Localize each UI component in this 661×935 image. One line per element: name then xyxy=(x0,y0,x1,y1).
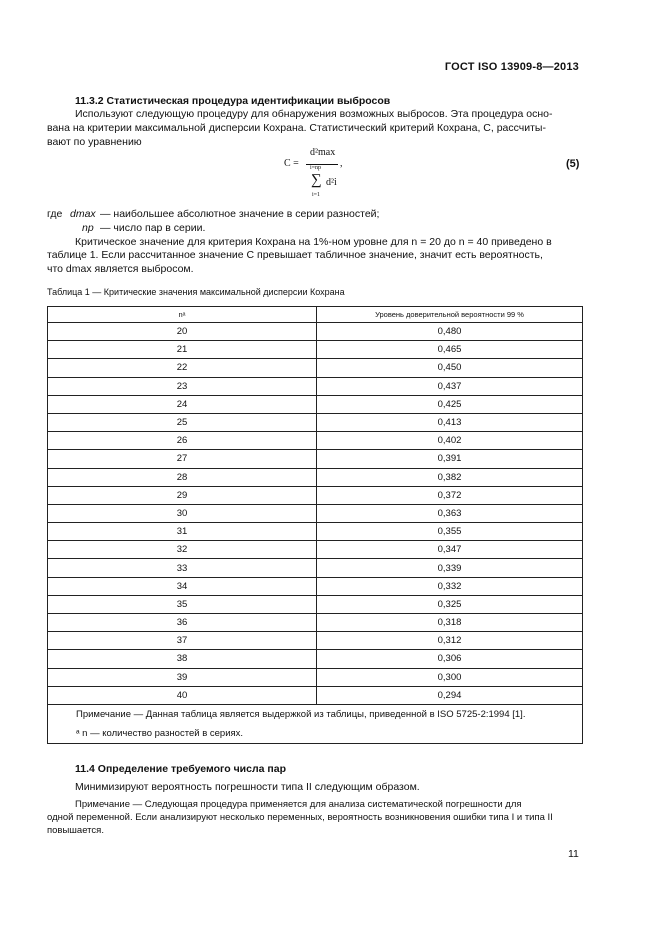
cell-n: 23 xyxy=(48,377,317,395)
cell-n: 27 xyxy=(48,450,317,468)
cell-critical-value: 0,382 xyxy=(317,468,583,486)
section-title-11-3-2: 11.3.2 Статистическая процедура идентификации выбросов xyxy=(75,95,391,107)
sum-upper-limit: i=np xyxy=(310,165,322,171)
cell-critical-value: 0,312 xyxy=(317,632,583,650)
table-row xyxy=(48,650,583,668)
table-row xyxy=(48,595,583,613)
table-row xyxy=(48,323,583,341)
cell-n: 35 xyxy=(48,595,317,613)
cell-critical-value: 0,391 xyxy=(317,450,583,468)
cell-n: 33 xyxy=(48,559,317,577)
paragraph-line: Критическое значение для критерия Кохрана на 1%-ном уровне для n = 20 до n = 40 приведено в xyxy=(75,236,552,248)
document-header: ГОСТ ISO 13909-8—2013 xyxy=(444,61,579,73)
sum-symbol-icon: ∑ xyxy=(311,172,322,188)
where-definition: — число пар в серии. xyxy=(100,222,206,234)
cell-critical-value: 0,332 xyxy=(317,577,583,595)
cell-critical-value: 0,465 xyxy=(317,341,583,359)
cell-critical-value: 0,425 xyxy=(317,395,583,413)
table-row xyxy=(48,486,583,504)
cell-critical-value: 0,294 xyxy=(317,686,583,704)
table-note: Примечание — Данная таблица является выдержкой из таблицы, приведенной в ISO 5725-2:1994 [1]. xyxy=(48,704,583,724)
cell-critical-value: 0,437 xyxy=(317,377,583,395)
cell-n: 31 xyxy=(48,523,317,541)
table-row xyxy=(48,686,583,704)
cell-n: 22 xyxy=(48,359,317,377)
cochran-formula: C = d²max i=np ∑ d²i i=1 , xyxy=(284,147,343,198)
where-symbol-np: np xyxy=(82,222,94,234)
cell-critical-value: 0,306 xyxy=(317,650,583,668)
cell-n: 29 xyxy=(48,486,317,504)
where-label: где xyxy=(47,208,63,220)
table-row xyxy=(48,341,583,359)
cell-n: 24 xyxy=(48,395,317,413)
cell-critical-value: 0,372 xyxy=(317,486,583,504)
cell-critical-value: 0,363 xyxy=(317,504,583,522)
cell-n: 39 xyxy=(48,668,317,686)
table-row xyxy=(48,668,583,686)
table-row xyxy=(48,413,583,431)
table-row xyxy=(48,450,583,468)
cell-critical-value: 0,450 xyxy=(317,359,583,377)
table-footnote: ᵃ n — количество разностей в сериях. xyxy=(48,724,583,744)
equation-number: (5) xyxy=(566,158,580,170)
cell-critical-value: 0,355 xyxy=(317,523,583,541)
where-symbol-dmax: dmax xyxy=(70,208,96,220)
cell-critical-value: 0,413 xyxy=(317,413,583,431)
cell-n: 38 xyxy=(48,650,317,668)
note-line: Примечание — Следующая процедура применяется для анализа систематической погрешности для xyxy=(75,799,522,810)
formula-lhs: C = xyxy=(284,158,299,169)
cell-n: 25 xyxy=(48,413,317,431)
cell-n: 21 xyxy=(48,341,317,359)
table-row xyxy=(48,523,583,541)
paragraph-line: вают по уравнению xyxy=(47,136,142,148)
paragraph-line: Используют следующую процедуру для обнаружения возможных выбросов. Эта процедура осно- xyxy=(75,108,553,120)
cell-critical-value: 0,300 xyxy=(317,668,583,686)
formula-denominator: d²i xyxy=(326,177,337,188)
cochran-table xyxy=(47,306,583,744)
cell-n: 20 xyxy=(48,323,317,341)
table-row xyxy=(48,632,583,650)
table-row xyxy=(48,614,583,632)
note-line: повышается. xyxy=(47,825,104,836)
paragraph-line: Минимизируют вероятность погрешности типа II следующим образом. xyxy=(75,781,420,793)
table-row xyxy=(48,541,583,559)
table-caption: Таблица 1 — Критические значения максимальной дисперсии Кохрана xyxy=(47,287,345,297)
cell-critical-value: 0,347 xyxy=(317,541,583,559)
table-row xyxy=(48,359,583,377)
cell-n: 32 xyxy=(48,541,317,559)
note-line: одной переменной. Если анализируют несколько переменных, вероятность возникновения ошибки типа I и типа II xyxy=(47,812,553,823)
cell-n: 40 xyxy=(48,686,317,704)
table-row xyxy=(48,377,583,395)
cell-critical-value: 0,318 xyxy=(317,614,583,632)
cell-n: 28 xyxy=(48,468,317,486)
cell-critical-value: 0,402 xyxy=(317,432,583,450)
cell-n: 26 xyxy=(48,432,317,450)
page-number: 11 xyxy=(568,848,579,860)
table-row xyxy=(48,577,583,595)
paragraph-line: таблице 1. Если рассчитанное значение С превышает табличное значение, значит есть вероятность, xyxy=(47,249,543,261)
paragraph-line: вана на критерии максимальной дисперсии Кохрана. Статистический критерий Кохрана, С, рассчиты- xyxy=(47,122,546,134)
cell-n: 37 xyxy=(48,632,317,650)
table-row xyxy=(48,432,583,450)
cell-critical-value: 0,325 xyxy=(317,595,583,613)
paragraph-line: что dmax является выбросом. xyxy=(47,263,194,275)
column-header-confidence: Уровень доверительной вероятности 99 % xyxy=(317,307,583,323)
cell-n: 34 xyxy=(48,577,317,595)
table-row xyxy=(48,395,583,413)
sum-lower-limit: i=1 xyxy=(312,192,321,198)
where-definition: — наибольшее абсолютное значение в серии разностей; xyxy=(100,208,380,220)
table-row xyxy=(48,504,583,522)
cell-n: 30 xyxy=(48,504,317,522)
table-row xyxy=(48,468,583,486)
formula-numerator: d²max xyxy=(310,147,336,158)
cell-critical-value: 0,339 xyxy=(317,559,583,577)
table-row xyxy=(48,559,583,577)
cell-critical-value: 0,480 xyxy=(317,323,583,341)
column-header-n: nᵃ xyxy=(48,307,317,323)
cell-n: 36 xyxy=(48,614,317,632)
section-title-11-4: 11.4 Определение требуемого числа пар xyxy=(75,763,286,775)
